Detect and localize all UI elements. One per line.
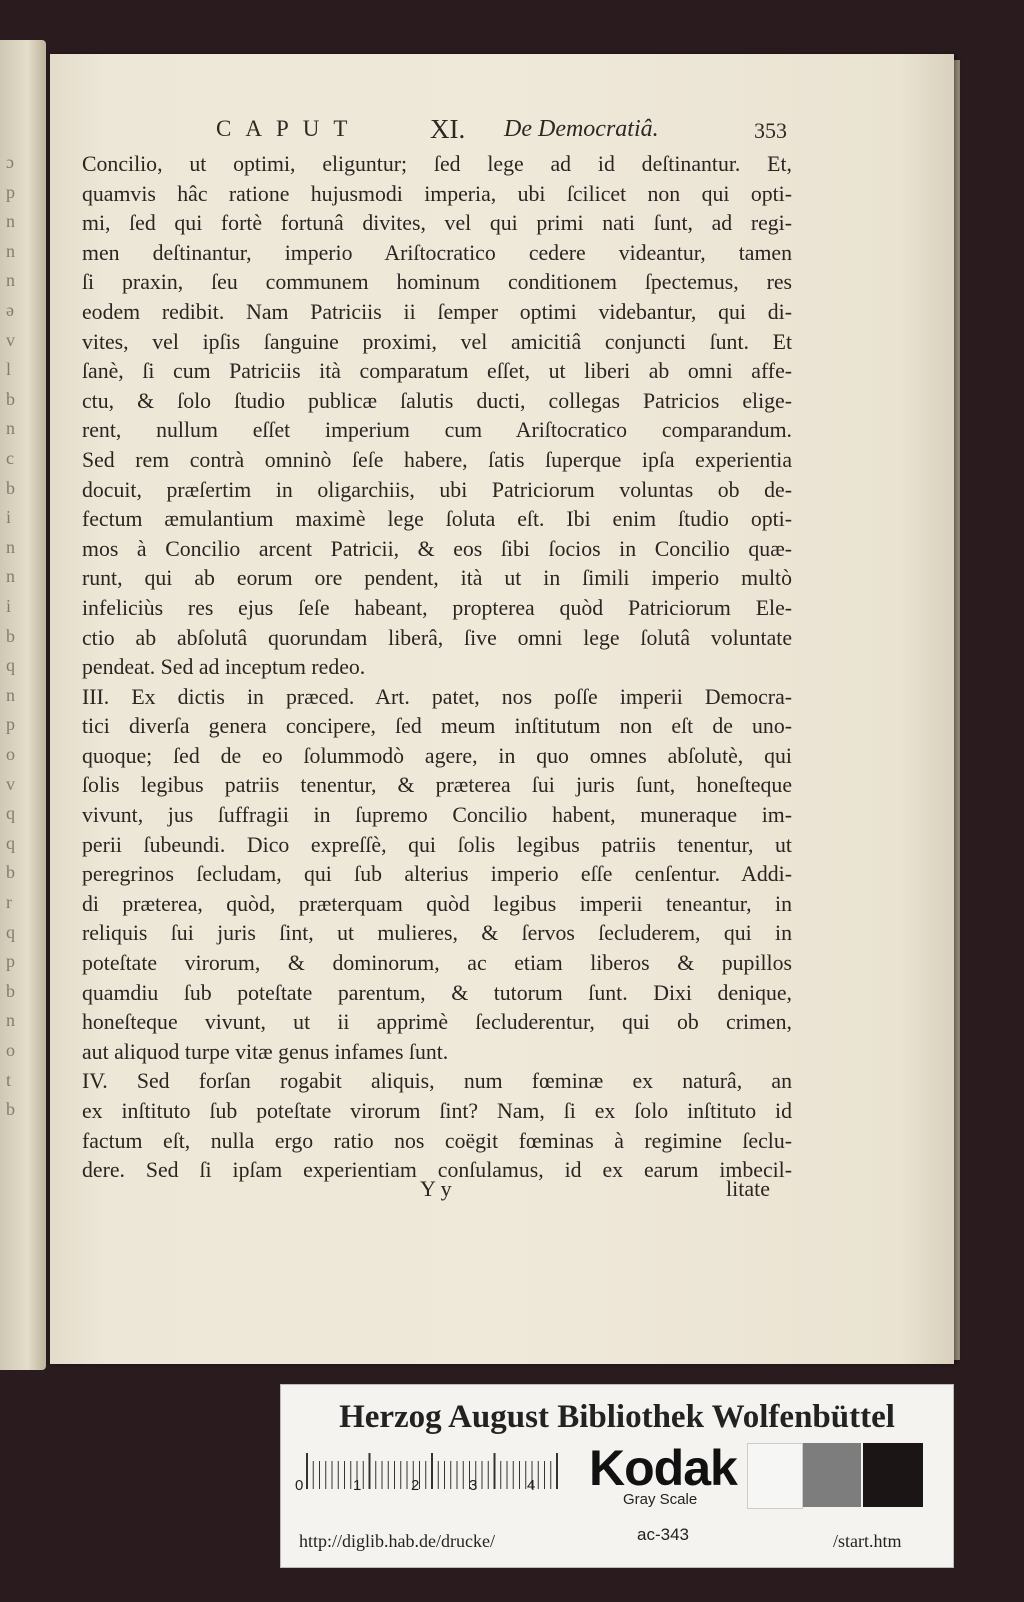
gray-scale-label: Gray Scale: [623, 1491, 698, 1508]
prev-page-glyph: q: [6, 655, 15, 676]
label-url-left: http://diglib.hab.de/drucke/: [299, 1531, 495, 1551]
prev-page-glyph: o: [6, 744, 15, 764]
text-line: mos à Concilio arcent Patricii, & eos ſibi ſocios in Concilio quæ-: [82, 536, 792, 561]
library-label: [280, 1384, 954, 1568]
prev-page-glyph: n: [6, 211, 15, 232]
prev-page-glyph: n: [6, 566, 15, 587]
prev-page-glyph: q: [6, 832, 15, 853]
prev-page-glyph: p: [6, 714, 15, 735]
prev-page-glyph: q: [6, 921, 15, 942]
text-line: peregrinos ſecludam, qui ſub alterius imperio eſſe cenſentur. Addi-: [82, 862, 792, 887]
text-line: vivunt, jus ſuffragii in ſupremo Concilio habent, muneraque im-: [82, 803, 792, 828]
prev-page-glyph: n: [6, 536, 15, 557]
prev-page-glyph: ə: [6, 300, 14, 320]
library-title: Herzog August Bibliothek Wolfenbüttel: [339, 1399, 895, 1435]
text-line: aut aliquod turpe vitæ genus infames ſunt.: [82, 1039, 449, 1064]
text-line: ctu, & ſolo ſtudio publicæ ſalutis ducti, collegas Patricios elige-: [82, 388, 792, 413]
gray-swatch-white: [747, 1443, 803, 1509]
text-line: factum eſt, nulla ergo ratio nos coëgit fœminas à regimine ſeclu-: [82, 1128, 792, 1153]
text-line: honeſteque vivunt, ut ii apprimè ſecluderentur, qui ob crimen,: [82, 1010, 792, 1035]
text-line: mi, ſed qui fortè fortunâ divites, vel qui primi nati ſunt, ad regi-: [82, 211, 792, 236]
text-line: quamdiu ſub poteſtate parentum, & tutorum ſunt. Dixi denique,: [82, 980, 792, 1005]
prev-page-glyph: n: [6, 240, 15, 261]
text-line: Sed rem contrà omninò ſeſe habere, ſatis ſuperque ipſa experientia: [82, 447, 792, 472]
prev-page-glyph: o: [6, 1040, 15, 1060]
ruler-number: 0: [295, 1477, 304, 1494]
running-header: [168, 116, 788, 146]
text-line: ex inſtituto ſub poteſtate virorum ſint? Nam, ſi ex ſolo inſtituto id: [82, 1099, 792, 1123]
prev-page-glyph: n: [6, 1010, 15, 1031]
prev-page-glyph: b: [6, 625, 15, 646]
gray-swatch-black: [863, 1443, 923, 1507]
header-chapter: XI.: [430, 114, 466, 144]
kodak-logo: Kodak: [589, 1440, 737, 1496]
gray-swatch-mid: [803, 1443, 861, 1507]
prev-page-glyph: n: [6, 418, 15, 439]
page-number: 353: [754, 118, 787, 143]
header-subject: De Democratiâ.: [504, 116, 659, 142]
ruler-number: 1: [353, 1477, 362, 1494]
catchword: litate: [726, 1176, 770, 1201]
label-url-right: /start.htm: [833, 1531, 902, 1551]
text-line: ctio ab abſolutâ quorundam liberâ, ſive omni lege ſolutâ voluntate: [82, 625, 792, 650]
prev-page-glyph: l: [6, 359, 12, 380]
header-caput: CAPUT: [216, 116, 362, 141]
text-line: ſolis legibus patriis tenentur, & præterea ſui juris ſunt, honeſteque: [82, 773, 792, 798]
text-line: Concilio, ut optimi, eliguntur; ſed lege ad id deſtinantur. Et,: [82, 152, 792, 176]
text-line: reliquis ſui juris ſint, ut mulieres, & ſervos ſecluderem, qui in: [82, 921, 792, 946]
text-line: quamvis hâc ratione hujusmodi imperia, ubi ſcilicet non qui opti-: [82, 181, 792, 206]
prev-page-glyph: t: [6, 1069, 12, 1090]
text-line: rent, nullum eſſet imperium cum Ariſtocratico comparandum.: [82, 418, 792, 443]
prev-page-glyph: p: [6, 181, 15, 202]
text-line: runt, qui ab eorum ore pendent, ità ut in ſimili imperio multò: [82, 566, 792, 591]
text-line: di præterea, quòd, præterquam quòd legibus imperii teneantur, in: [82, 891, 792, 916]
text-line: ſanè, ſi cum Patriciis ità comparatum eſſet, ut liberi ab omni affe-: [82, 359, 792, 384]
text-line: tici diverſa genera concipere, ſed meum inſtitutum non eſt de uno-: [82, 714, 792, 739]
prev-page-glyph: v: [6, 773, 15, 794]
prev-page-glyph: b: [6, 1099, 15, 1120]
prev-page-glyph: n: [6, 270, 15, 291]
text-line: III. Ex dictis in præced. Art. patet, nos poſſe imperii Democra-: [82, 684, 792, 709]
text-line: eodem redibit. Nam Patriciis ii ſemper optimi videbantur, qui di-: [82, 299, 792, 324]
text-line: pendeat. Sed ad inceptum redeo.: [82, 655, 366, 680]
body-text: [82, 150, 792, 1186]
prev-page-glyph: ɔ: [6, 152, 14, 172]
text-line: infeliciùs res ejus ſeſe habeant, propterea quòd Patriciorum Ele-: [82, 595, 792, 620]
text-line: perii ſubeundi. Dico expreſſè, qui ſolis legibus patriis tenentur, ut: [82, 832, 792, 857]
prev-page-glyph: b: [6, 980, 15, 1001]
ruler-number: 2: [411, 1477, 420, 1494]
text-line: vites, vel ipſis ſanguine proximi, vel amicitiâ conjuncti ſunt. Et: [82, 329, 792, 354]
text-line: quoque; ſed de eo ſolummodò agere, in quo omnes abſolutè, qui: [82, 743, 792, 768]
label-code: ac-343: [637, 1525, 689, 1544]
prev-page-glyph: n: [6, 684, 15, 705]
prev-page-glyph: v: [6, 329, 15, 350]
ruler-number: 4: [527, 1477, 536, 1494]
text-line: ſi praxin, ſeu communem hominum conditionem ſpectemus, res: [82, 270, 792, 295]
prev-page-glyph: c: [6, 448, 14, 468]
prev-page-glyph: i: [6, 596, 12, 616]
signature-mark: Y y: [420, 1176, 452, 1201]
prev-page-glyph: p: [6, 951, 15, 972]
text-line: dere. Sed ſi ipſam experientiam conſulamus, id ex earum imbecil-: [82, 1158, 792, 1183]
text-line: fectum æmulantium maximè lege ſoluta eſt. Ibi enim ſtudio opti-: [82, 507, 792, 532]
prev-page-glyph: r: [6, 892, 12, 912]
prev-page-glyph: b: [6, 477, 15, 498]
prev-page-glyph: b: [6, 388, 15, 409]
text-line: docuit, præſertim in oligarchiis, ubi Patriciorum voluntas ob de-: [82, 477, 792, 502]
prev-page-glyph: q: [6, 803, 15, 824]
previous-page-edge: [0, 40, 46, 1370]
prev-page-glyph: i: [6, 507, 12, 528]
text-line: poteſtate virorum, & dominorum, ac etiam liberos & pupillos: [82, 951, 792, 976]
ruler-scale: [303, 1449, 563, 1499]
text-line: IV. Sed forſan rogabit aliquis, num fœminæ ex naturâ, an: [82, 1069, 792, 1094]
prev-page-glyph: b: [6, 862, 15, 883]
ruler-number: 3: [469, 1477, 478, 1494]
text-line: men deſtinantur, imperio Ariſtocratico cedere videantur, tamen: [82, 240, 792, 265]
